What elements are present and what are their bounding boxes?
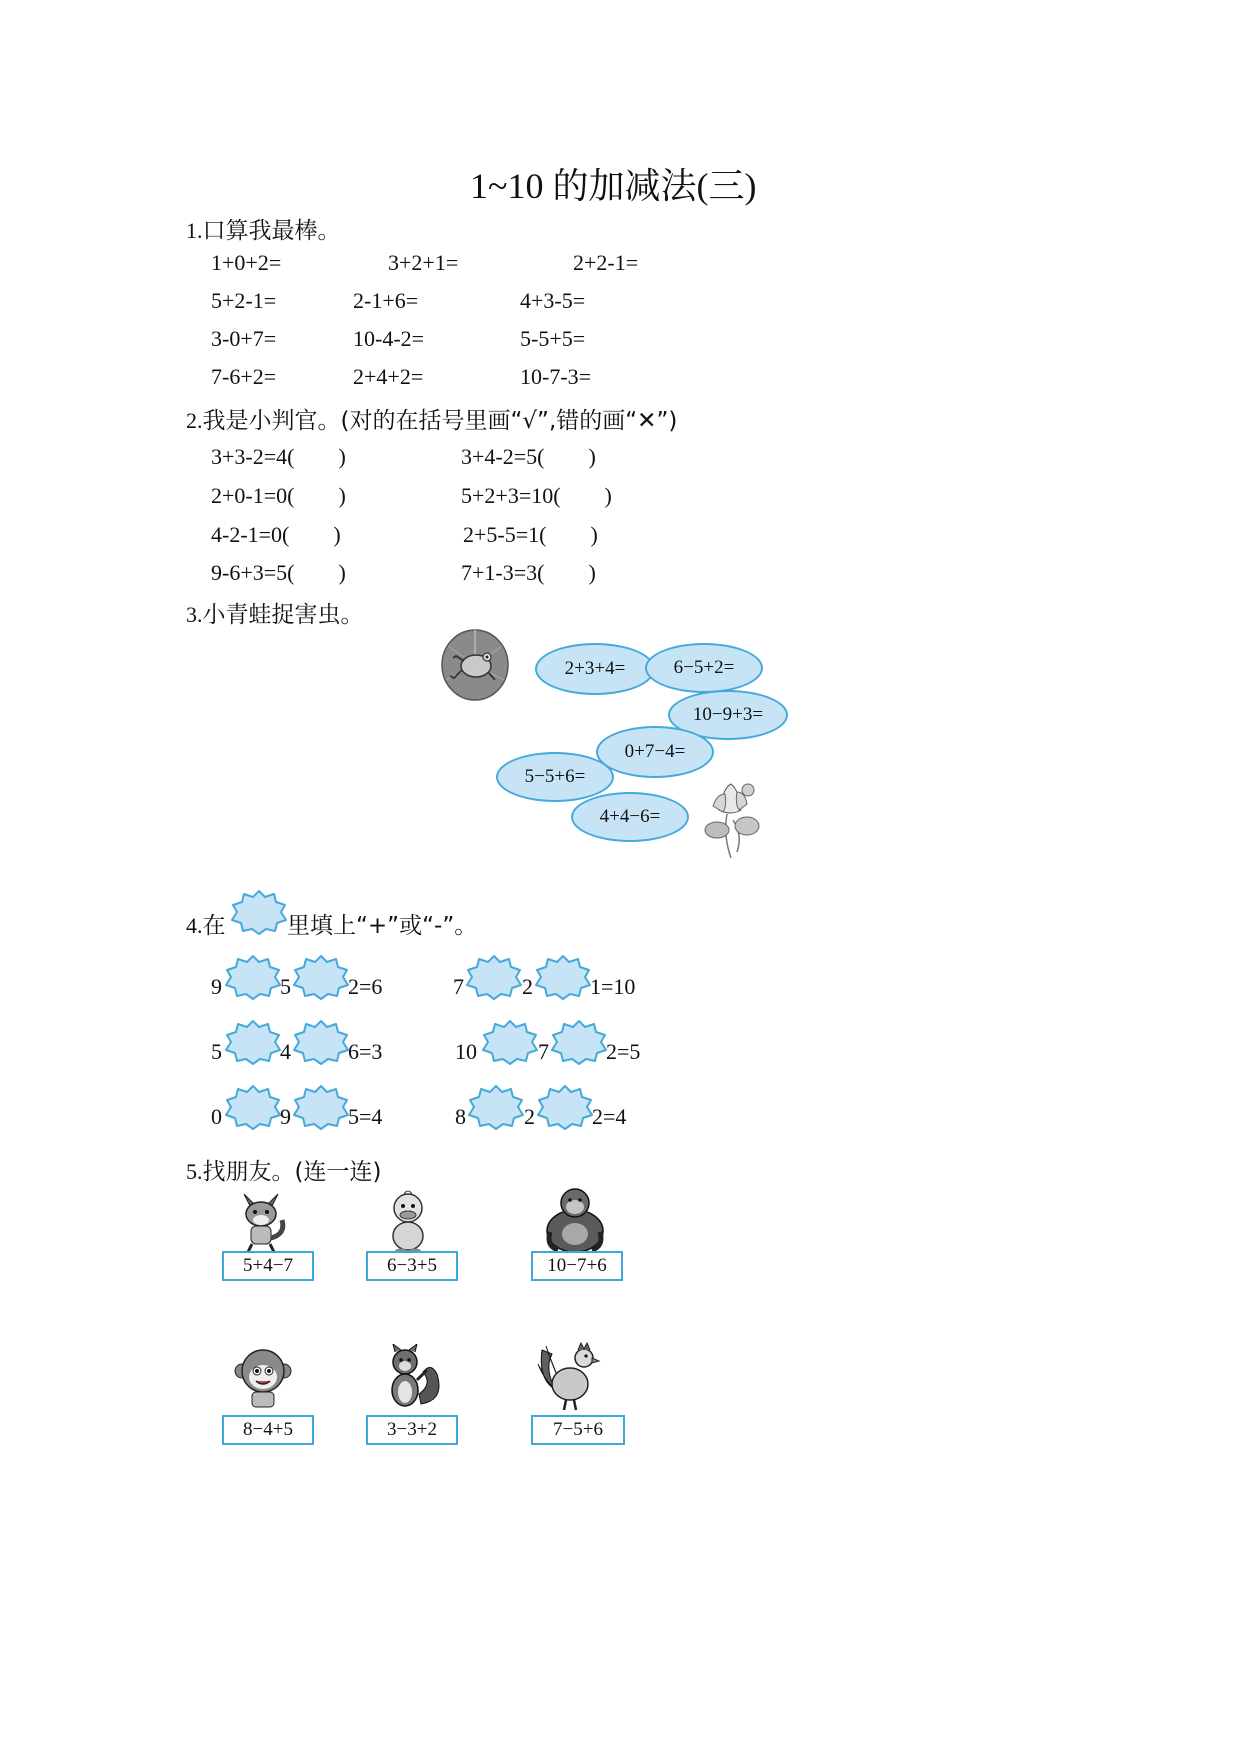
q1-eq: 7-6+2= — [211, 364, 277, 389]
q2-judge-item[interactable]: 3+3-2=4( ) — [211, 444, 346, 469]
star-blank-icon — [230, 889, 288, 935]
friend-card[interactable]: 8−4+5 — [222, 1415, 314, 1445]
q4-result: 5=4 — [348, 1104, 383, 1129]
q4-number: 9 — [280, 1104, 291, 1129]
q1-heading — [186, 212, 341, 245]
q1-eq: 3-0+7= — [211, 326, 277, 351]
q4-number: 2 — [524, 1104, 535, 1129]
lily-pad-bubble[interactable]: 6−5+2= — [645, 643, 763, 693]
friend-card[interactable]: 5+4−7 — [222, 1251, 314, 1281]
q1-eq: 10-7-3= — [520, 364, 592, 389]
q2-judge-item[interactable]: 2+0-1=0( ) — [211, 483, 346, 508]
operator-blank[interactable] — [481, 1019, 539, 1065]
page-title: 1~10 的加减法(三) — [470, 166, 757, 206]
q4-result: 2=5 — [606, 1039, 641, 1064]
q1-eq: 2+4+2= — [353, 364, 424, 389]
q2-judge-item[interactable]: 2+5-5=1( ) — [463, 522, 598, 547]
q1-eq: 10-4-2= — [353, 326, 425, 351]
q1-heading-num: 1. — [186, 218, 203, 243]
q1-eq: 3+2+1= — [388, 250, 459, 275]
q4-heading-post: 里填上“+”或“-”。 — [287, 913, 478, 939]
friend-card[interactable]: 10−7+6 — [531, 1251, 623, 1281]
operator-blank[interactable] — [465, 954, 523, 1000]
duck-icon — [384, 1190, 432, 1254]
friend-card[interactable]: 6−3+5 — [366, 1251, 458, 1281]
q4-number: 7 — [453, 974, 464, 999]
lotus-icon — [703, 780, 761, 860]
q2-heading — [186, 402, 677, 435]
q5-heading-text: 找朋友。(连一连) — [202, 1159, 382, 1185]
q4-result: 2=4 — [592, 1104, 627, 1129]
monkey-icon — [234, 1347, 292, 1411]
q1-eq: 2-1+6= — [353, 288, 419, 313]
q4-number: 10 — [455, 1039, 477, 1064]
q2-heading-num: 2. — [186, 408, 203, 433]
lily-pad-bubble[interactable]: 5−5+6= — [496, 752, 614, 802]
q2-judge-item[interactable]: 5+2+3=10( ) — [461, 483, 612, 508]
q1-eq: 5-5+5= — [520, 326, 586, 351]
friend-card[interactable]: 3−3+2 — [366, 1415, 458, 1445]
q4-result: 2=6 — [348, 974, 383, 999]
q4-number: 9 — [211, 974, 222, 999]
operator-blank[interactable] — [536, 1084, 594, 1130]
lily-pad-bubble[interactable]: 2+3+4= — [535, 643, 655, 695]
q4-heading-pre: 在 — [202, 913, 226, 939]
q4-result: 6=3 — [348, 1039, 383, 1064]
operator-blank[interactable] — [292, 1019, 350, 1065]
q4-number: 8 — [455, 1104, 466, 1129]
operator-blank[interactable] — [224, 1019, 282, 1065]
q3-heading-num: 3. — [186, 602, 203, 627]
q4-number: 7 — [538, 1039, 549, 1064]
q4-heading — [186, 907, 226, 940]
q5-heading-num: 5. — [186, 1159, 203, 1184]
q2-judge-item[interactable]: 4-2-1=0( ) — [211, 522, 341, 547]
fox-icon — [234, 1190, 288, 1254]
operator-blank[interactable] — [550, 1019, 608, 1065]
operator-blank[interactable] — [224, 1084, 282, 1130]
gorilla-icon — [542, 1186, 608, 1254]
operator-blank[interactable] — [224, 954, 282, 1000]
q1-eq: 5+2-1= — [211, 288, 277, 313]
q1-eq: 4+3-5= — [520, 288, 586, 313]
operator-blank[interactable] — [534, 954, 592, 1000]
q3-heading — [186, 596, 364, 629]
q1-eq: 1+0+2= — [211, 250, 282, 275]
q2-judge-item[interactable]: 3+4-2=5( ) — [461, 444, 596, 469]
friend-card[interactable]: 7−5+6 — [531, 1415, 625, 1445]
lily-pad-bubble[interactable]: 4+4−6= — [571, 792, 689, 842]
operator-blank[interactable] — [467, 1084, 525, 1130]
q2-heading-text: 我是小判官。(对的在括号里画“√”,错的画“✕”) — [202, 408, 678, 434]
q5-heading — [186, 1153, 381, 1186]
q1-heading-text: 口算我最棒。 — [202, 218, 341, 244]
q4-result: 1=10 — [590, 974, 636, 999]
q4-number: 5 — [280, 974, 291, 999]
operator-blank[interactable] — [292, 1084, 350, 1130]
q4-number: 0 — [211, 1104, 222, 1129]
q4-number: 4 — [280, 1039, 291, 1064]
lily-pad-bubble[interactable]: 10−9+3= — [668, 690, 788, 740]
operator-blank[interactable] — [292, 954, 350, 1000]
squirrel-icon — [381, 1344, 443, 1412]
lily-pad-bubble[interactable]: 0+7−4= — [596, 726, 714, 778]
q2-judge-item[interactable]: 7+1-3=3( ) — [461, 560, 596, 585]
frog-icon — [440, 628, 510, 702]
q2-judge-item[interactable]: 9-6+3=5( ) — [211, 560, 346, 585]
q1-eq: 2+2-1= — [573, 250, 639, 275]
q3-heading-text: 小青蛙捉害虫。 — [202, 602, 364, 628]
q4-heading-num: 4. — [186, 913, 203, 938]
q4-number: 5 — [211, 1039, 222, 1064]
q4-number: 2 — [522, 974, 533, 999]
rooster-icon — [536, 1340, 604, 1412]
